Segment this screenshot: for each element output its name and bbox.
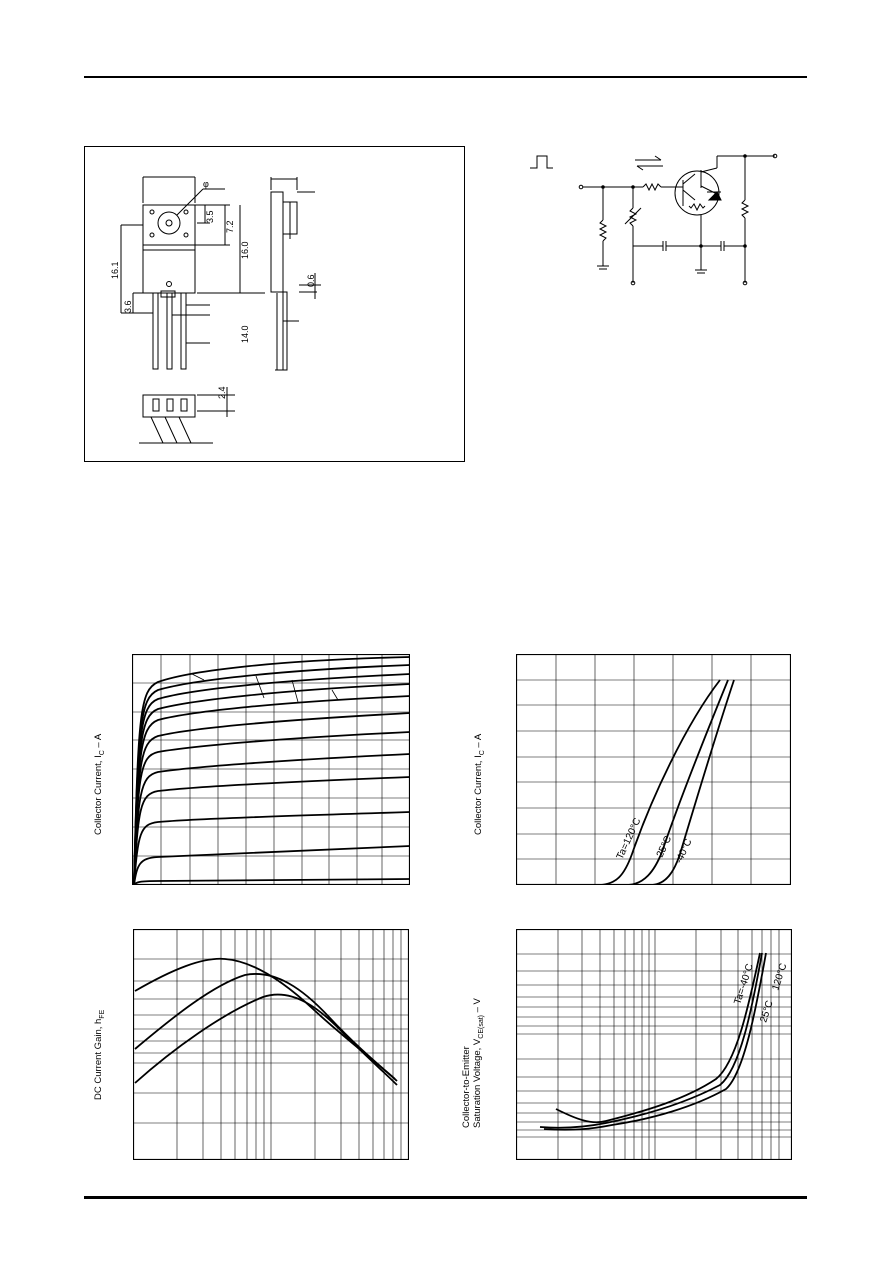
test-circuit-diagram [525, 148, 785, 293]
ic-vce-curve-7 [134, 732, 410, 885]
dim-3-6: 3.6 [123, 300, 133, 313]
pulse-symbol [530, 156, 553, 168]
vcesat-ic-curve-25c [540, 953, 762, 1128]
ic-vce-curve-9 [134, 777, 410, 885]
ic-vbe-ylabel: Collector Current, $I_C$ – A [473, 733, 486, 835]
resistor-r1 [600, 220, 606, 241]
ic-vbe-graph [516, 654, 791, 885]
ic-vce-curve-1 [134, 657, 410, 885]
ic-vce-curve-4 [134, 684, 410, 885]
resistor-rb [643, 184, 661, 190]
dim-0-6: 0.6 [306, 274, 316, 287]
ic-vce-curve-8 [134, 754, 410, 885]
dim-16-1: 16.1 [110, 261, 120, 279]
dim-7-2: 7.2 [225, 220, 235, 233]
hfe-ic-graph [133, 929, 409, 1160]
top-rule [84, 76, 807, 78]
darlington-transistor [675, 171, 719, 215]
variable-resistor [630, 208, 636, 226]
package-outline-drawing [85, 147, 466, 463]
resistor-rl [742, 200, 748, 218]
ic-vbe-label-minus40c: -40°C [673, 837, 695, 866]
dim-3-5: 3.5 [205, 210, 215, 223]
vcesat-ic-curve-minus40c [556, 953, 760, 1122]
vcesat-label-minus40c: Ta=-40°C [732, 962, 756, 1006]
bottom-rule [84, 1196, 807, 1199]
hfe-ic-ylabel: DC Current Gain, $h_{FE}$ [93, 1009, 106, 1100]
vcesat-ic-ylabel: Collector-to-Emitter Saturation Voltage, $V_{CE(sat)}$ – V [461, 998, 485, 1128]
dim-14-0: 14.0 [240, 325, 250, 343]
hfe-ic-curve-minus40c [135, 995, 397, 1085]
ic-vce-curve-6 [134, 713, 410, 885]
ic-vbe-label-25c: 25°C [654, 834, 675, 860]
vcesat-label-25c: 25°C [758, 999, 776, 1024]
package-outline-frame [84, 146, 465, 462]
ic-vce-graph [132, 654, 410, 885]
ic-vce-ylabel: Collector Current, $I_C$ – A [93, 733, 106, 835]
dim-2-4: 2.4 [217, 386, 227, 399]
vcesat-ic-graph [516, 929, 792, 1160]
ic-vbe-label-120c: Ta=120°C [614, 816, 644, 862]
hfe-ic-curve-120c [135, 959, 397, 1081]
dim-16-0: 16.0 [240, 241, 250, 259]
vcesat-label-120c: 120°C [770, 961, 790, 992]
dim-phi: φ [203, 179, 209, 189]
